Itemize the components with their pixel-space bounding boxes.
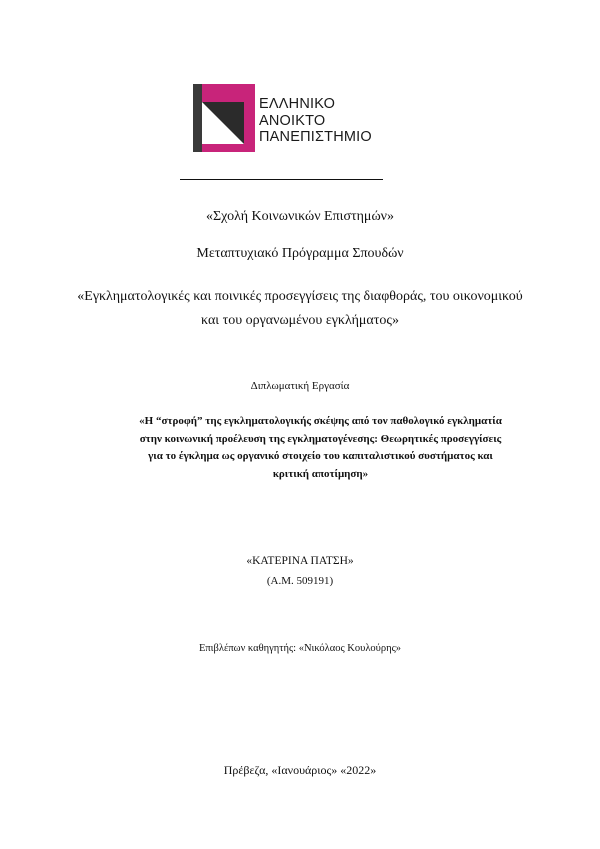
logo-line: ΑΝΟΙΚΤΟ (259, 112, 326, 129)
university-logo-mark-icon (193, 84, 255, 152)
author-name: «ΚΑΤΕΡΙΝΑ ΠΑΤΣΗ» (246, 555, 354, 567)
university-logo (193, 84, 383, 152)
specialization (60, 285, 540, 333)
university-logo-text (259, 96, 372, 146)
logo-line: ΠΑΝΕΠΙΣΤΗΜΙΟ (259, 129, 372, 145)
school-name: «Σχολή Κοινωνικών Επιστημών» (206, 209, 394, 224)
thesis-title (108, 413, 533, 483)
place-date: Πρέβεζα, «Ιανουάριος» «2022» (223, 763, 377, 777)
logo-line: ΕΛΛΗΝΙΚΟ (259, 96, 336, 112)
header-divider (180, 179, 383, 180)
thesis-title-line: για το έγκλημα ως οργανικό στοιχείο του καπιταλιστικού συστήματος και (148, 450, 493, 462)
student-id: (Α.Μ. 509191) (266, 575, 334, 587)
thesis-title-line: κριτική αποτίμηση» (272, 467, 369, 480)
specialization-line: και του οργανωμένου εγκλήματος» (201, 313, 399, 328)
specialization-line: «Εγκληματολογικές και ποινικές προσεγγίσεις της διαφθοράς, του οικονομικού (77, 289, 523, 304)
supervisor: Επιβλέπων καθηγητής: «Νικόλαος Κουλούρης» (198, 643, 402, 654)
thesis-title-line: «Η “στροφή” της εγκληματολογικής σκέψης από τον παθολογικό εγκληματία (139, 415, 502, 427)
program-name: Μεταπτυχιακό Πρόγραμμα Σπουδών (196, 246, 404, 261)
thesis-title-line: στην κοινωνική προέλευση της εγκληματογένεσης: Θεωρητικές προσεγγίσεις (139, 432, 502, 445)
document-type: Διπλωματική Εργασία (250, 380, 350, 392)
